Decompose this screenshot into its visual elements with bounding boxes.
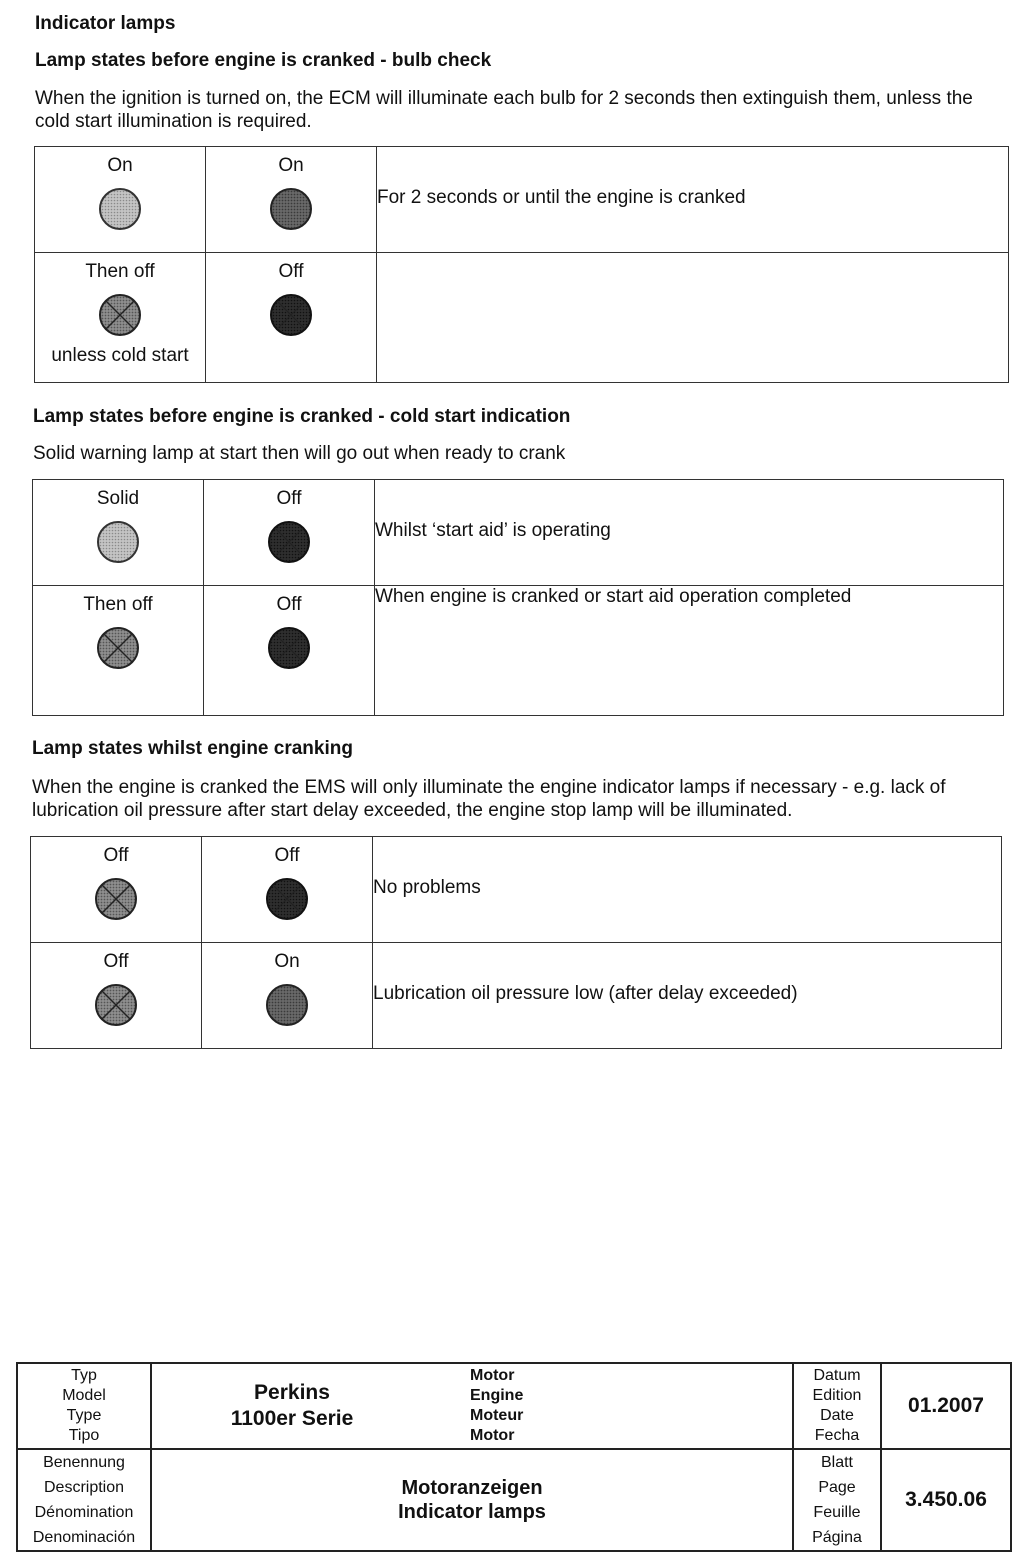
lamp-off-dark-icon xyxy=(269,293,313,337)
edition-label: Fecha xyxy=(814,1427,860,1444)
lamp-on-dark-icon xyxy=(269,187,313,231)
lamp-state-label: Off xyxy=(103,845,129,866)
model-label: Type xyxy=(66,1407,102,1424)
lamp-state-label: Solid xyxy=(96,488,140,509)
lamp-on-light-icon xyxy=(98,187,142,231)
section-heading-bulb-check: Lamp states before engine is cranked - bulb check xyxy=(35,50,492,71)
lamp-table-cold-start xyxy=(32,479,1004,716)
lamp-state-label: Off xyxy=(274,845,300,866)
lamp-cell-right xyxy=(202,837,373,943)
section-heading-cranking: Lamp states whilst engine cranking xyxy=(32,738,353,759)
lamp-state-label: On xyxy=(274,951,300,972)
description-value xyxy=(151,1449,793,1551)
lamp-state-label: Off xyxy=(276,488,302,509)
lamp-cell-right xyxy=(206,147,377,253)
lamp-cell-right xyxy=(202,943,373,1049)
lamp-description: Whilst ‘start aid’ is operating xyxy=(375,480,1004,586)
lamp-state-label: Then off xyxy=(83,594,153,615)
lamp-state-label: On xyxy=(107,155,133,176)
model-value xyxy=(151,1363,793,1449)
lamp-cell-left xyxy=(33,480,204,586)
edition-labels xyxy=(793,1363,881,1449)
category-label: Motor xyxy=(470,1367,515,1384)
title-block xyxy=(16,1362,1012,1552)
lamp-cell-left xyxy=(31,837,202,943)
model-label: Model xyxy=(62,1387,106,1404)
page-label: Página xyxy=(812,1529,862,1546)
category-label: Motor xyxy=(470,1427,515,1444)
page-title: Indicator lamps xyxy=(35,13,176,34)
title-block-row-model xyxy=(17,1363,1011,1449)
lamp-cell-right xyxy=(206,253,377,383)
table-row xyxy=(31,837,1002,943)
lamp-off-light-icon xyxy=(96,626,140,670)
engine-series: 1100er Serie xyxy=(230,1407,354,1430)
table-row xyxy=(33,586,1004,716)
lamp-cell-right xyxy=(204,586,375,716)
lamp-off-dark-icon xyxy=(267,626,311,670)
document-title-en: Indicator lamps xyxy=(398,1501,546,1523)
description-labels xyxy=(17,1449,151,1551)
section-intro-cold-start: Solid warning lamp at start then will go out when ready to crank xyxy=(33,443,566,464)
lamp-off-light-icon xyxy=(94,983,138,1027)
lamp-cell-left xyxy=(35,147,206,253)
lamp-state-label: Off xyxy=(278,261,304,282)
lamp-off-light-icon xyxy=(98,293,142,337)
lamp-on-dark-icon xyxy=(265,983,309,1027)
lamp-description xyxy=(377,253,1009,383)
title-block-row-description xyxy=(17,1449,1011,1551)
table-row xyxy=(35,147,1009,253)
page-label: Page xyxy=(818,1479,856,1496)
page-label: Feuille xyxy=(813,1504,861,1521)
lamp-state-label: Then off xyxy=(85,261,155,282)
section-intro-cranking: When the engine is cranked the EMS will only illuminate the engine indicator lamps if necessary - e.g. lack of lubrication oil pressure after start delay exceeded, the engine stop lamp will be illuminated. xyxy=(32,777,946,821)
category-label: Engine xyxy=(470,1387,524,1404)
section-heading-cold-start: Lamp states before engine is cranked - cold start indication xyxy=(33,406,571,427)
lamp-cell-left xyxy=(33,586,204,716)
lamp-off-dark-icon xyxy=(265,877,309,921)
table-row xyxy=(35,253,1009,383)
edition-value: 01.2007 xyxy=(881,1363,1011,1449)
lamp-state-note: unless cold start xyxy=(51,345,189,366)
lamp-table-cranking xyxy=(30,836,1002,1049)
lamp-state-label: Off xyxy=(103,951,129,972)
lamp-state-label: On xyxy=(278,155,304,176)
edition-label: Datum xyxy=(813,1367,861,1384)
lamp-off-light-icon xyxy=(94,877,138,921)
lamp-on-light-icon xyxy=(96,520,140,564)
description-label: Description xyxy=(43,1479,125,1496)
page-labels xyxy=(793,1449,881,1551)
maker-name: Perkins xyxy=(254,1381,330,1404)
lamp-state-label: Off xyxy=(276,594,302,615)
lamp-description: No problems xyxy=(373,837,1002,943)
lamp-cell-right xyxy=(204,480,375,586)
section-intro-bulb-check: When the ignition is turned on, the ECM will illuminate each bulb for 2 seconds then extinguish them, unless the cold start illumination is required. xyxy=(35,88,973,132)
lamp-description: When engine is cranked or start aid operation completed xyxy=(375,586,1004,716)
category-label: Moteur xyxy=(470,1407,524,1424)
table-row xyxy=(33,480,1004,586)
lamp-cell-left xyxy=(31,943,202,1049)
lamp-description: For 2 seconds or until the engine is cranked xyxy=(377,147,1009,253)
model-label: Typ xyxy=(71,1367,97,1384)
document-title-de: Motoranzeigen xyxy=(401,1477,543,1499)
model-label: Tipo xyxy=(68,1427,100,1444)
model-labels xyxy=(17,1363,151,1449)
lamp-cell-left xyxy=(35,253,206,383)
lamp-table-bulb-check xyxy=(34,146,1009,383)
table-row xyxy=(31,943,1002,1049)
edition-label: Edition xyxy=(812,1387,862,1404)
description-label: Denominación xyxy=(32,1529,136,1546)
description-label: Dénomination xyxy=(34,1504,134,1521)
lamp-description: Lubrication oil pressure low (after delay exceeded) xyxy=(373,943,1002,1049)
edition-label: Date xyxy=(820,1407,854,1424)
lamp-off-dark-icon xyxy=(267,520,311,564)
page-label: Blatt xyxy=(820,1454,853,1471)
page-number: 3.450.06 xyxy=(881,1449,1011,1551)
description-label: Benennung xyxy=(43,1454,125,1471)
